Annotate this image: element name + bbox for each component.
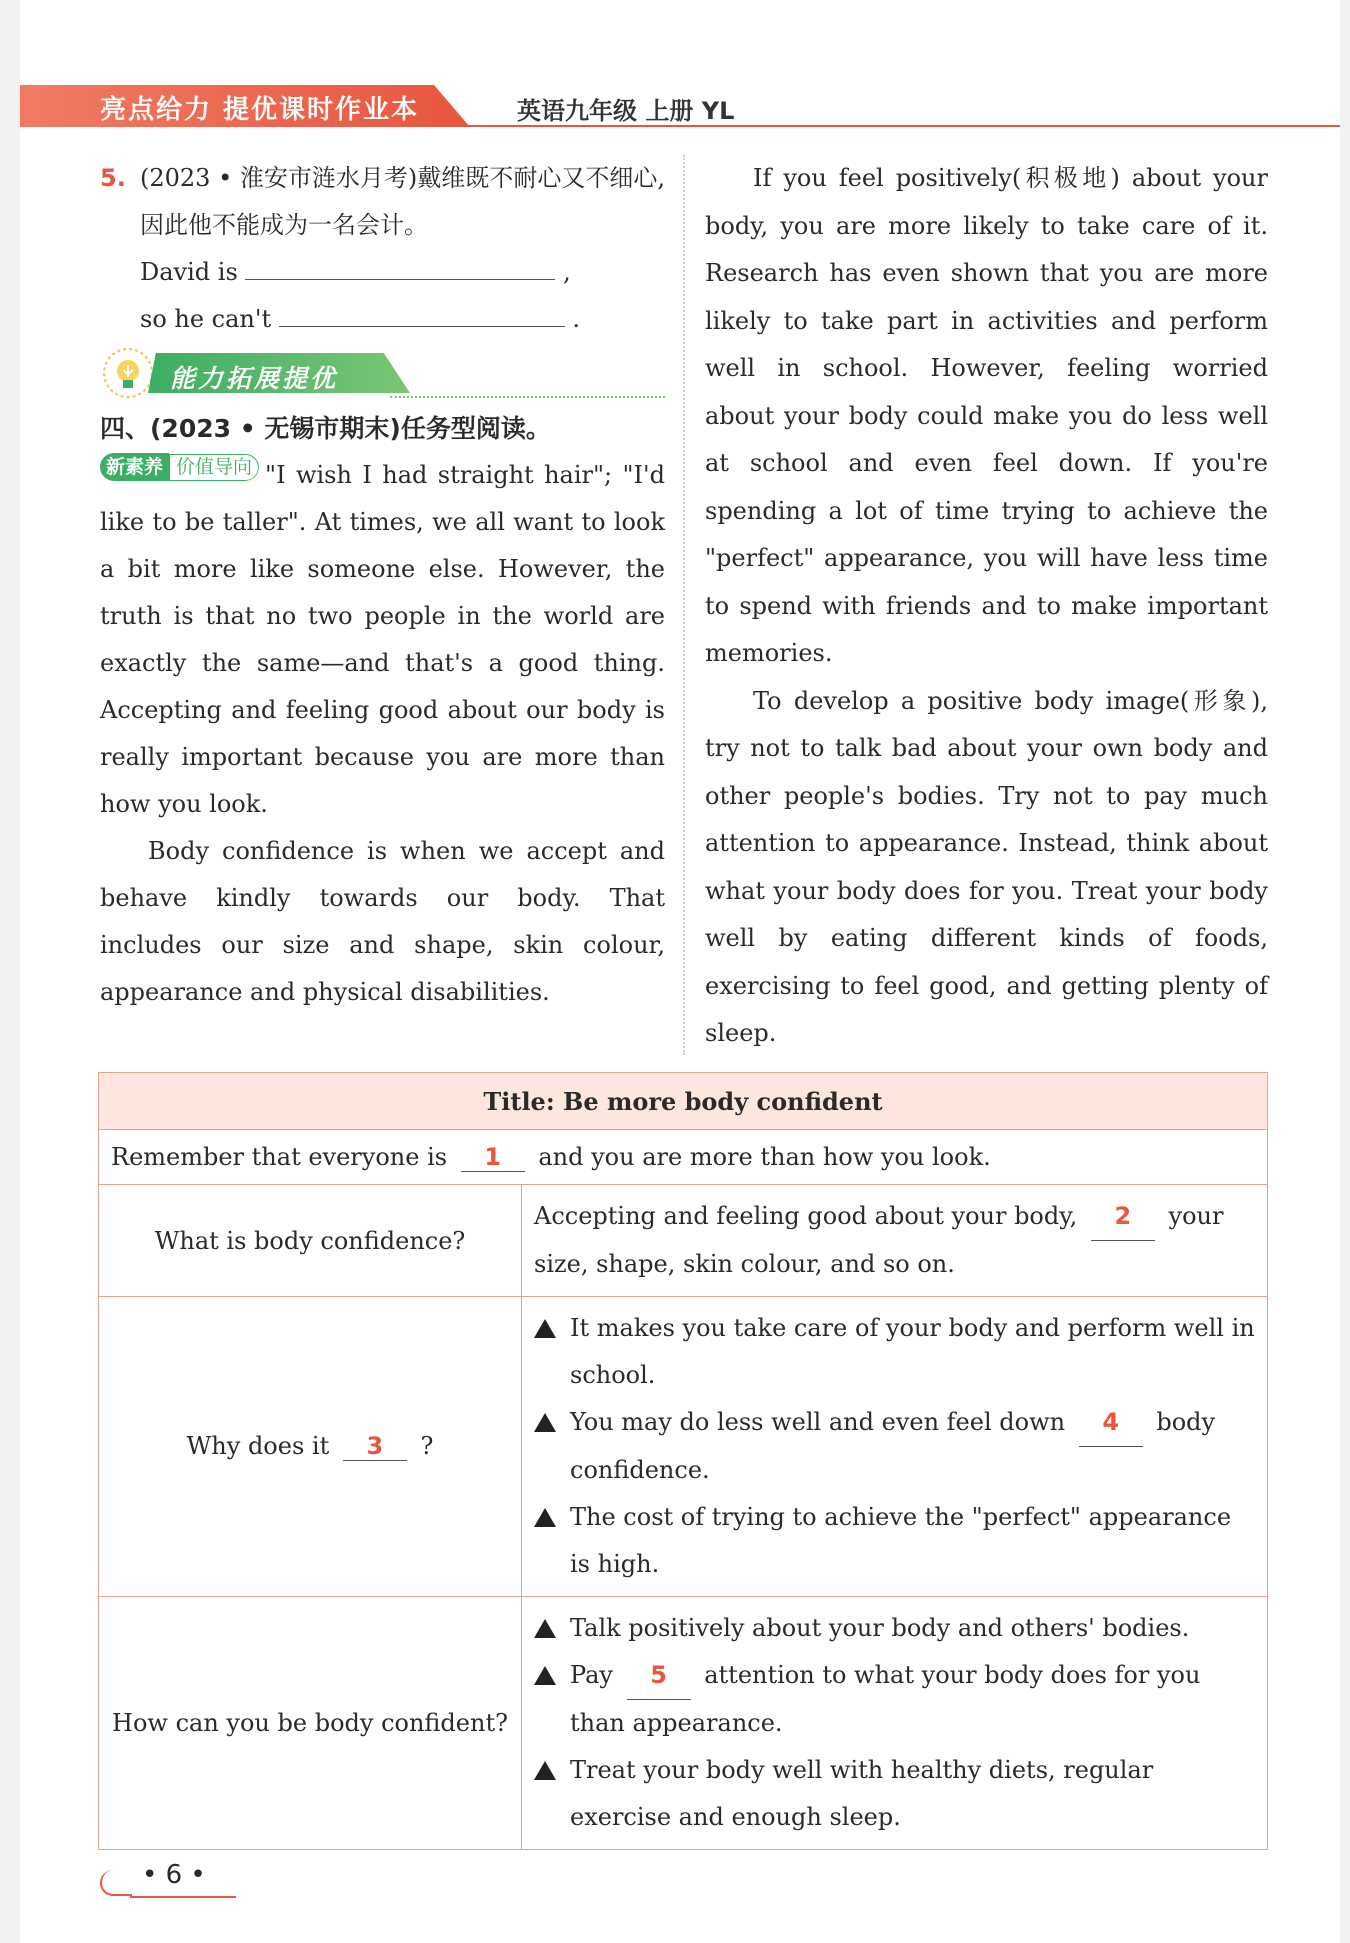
page-footer (100, 1860, 240, 1900)
passage-paragraph-4: To develop a positive body image(形象), try not to talk bad about your own body and other people's bodies. Try not to pay much attention to appearance. Instead, think about what your body does for you. Treat your body well by eating different kinds of foods, exercising to feel good, and getting plenty of sleep. (705, 686, 1268, 1047)
triangle-bullet-icon (534, 1761, 556, 1780)
answer-line-2-end: . (572, 305, 581, 333)
answer-line-2 (140, 296, 665, 343)
lightbulb-icon (102, 347, 154, 399)
blank-1[interactable]: 1 (461, 1143, 525, 1172)
row-4-bullet-2-before: Pay (570, 1661, 613, 1689)
row-3-bullet-2-after: body confidence. (570, 1408, 1216, 1484)
row-3-bullet-3-text: The cost of trying to achieve the "perfect" appearance is high. (570, 1503, 1232, 1578)
row-1-text-after: and you are more than how you look. (538, 1142, 991, 1171)
answer-line-1 (140, 249, 665, 296)
question-prompt: (2023 • 淮安市涟水月考)戴维既不耐心又不细心,因此他不能成为一名会计。 (140, 164, 665, 239)
row-1-text-before: Remember that everyone is (111, 1142, 448, 1171)
question-number: 5. (100, 164, 126, 192)
answer-blank-2[interactable] (279, 296, 565, 327)
answer-line-1-start: David is (140, 258, 238, 286)
blank-4[interactable]: 4 (1079, 1399, 1143, 1447)
page-header (20, 85, 1340, 127)
table-title: Title: Be more body confident (99, 1073, 1268, 1130)
row-3-bullet-2 (534, 1399, 1255, 1494)
column-divider (683, 155, 685, 1055)
section-banner-rule (390, 396, 665, 398)
triangle-bullet-icon (534, 1319, 556, 1338)
page-number: • 6 • (142, 1860, 206, 1890)
row-3-bullet-1-text: It makes you take care of your body and perform well in school. (570, 1314, 1255, 1389)
blank-3[interactable]: 3 (343, 1432, 407, 1461)
row-2-question: What is body confidence? (99, 1185, 522, 1297)
blank-5[interactable]: 5 (627, 1652, 691, 1700)
row-4-bullet-2-after: attention to what your body does for you than appearance. (570, 1661, 1201, 1737)
row-3-bullet-2-before: You may do less well and even feel down (570, 1408, 1066, 1436)
task-table (98, 1072, 1268, 1850)
section-banner (100, 347, 665, 405)
section-banner-text: 能力拓展提优 (170, 364, 339, 393)
triangle-bullet-icon (534, 1508, 556, 1527)
answer-line-1-end: , (563, 258, 571, 286)
footer-curve-decoration (100, 1870, 132, 1896)
paragraph-1-text: "I wish I had straight hair"; "I'd like to be taller". At times, we all want to look a bit more like someone else. However, the truth is that no two people in the world are exactly the same—and that's a good thing. Accepting and feeling good about our body is really important because you are more than how you look. (100, 461, 665, 818)
triangle-bullet-icon (534, 1666, 556, 1685)
row-2-answer-before: Accepting and feeling good about your body, (534, 1202, 1078, 1230)
row-2-answer (522, 1185, 1268, 1297)
question-5 (100, 155, 665, 343)
footer-rule (130, 1896, 236, 1898)
row-3-bullet-3 (534, 1494, 1255, 1588)
passage-paragraph-1 (100, 452, 665, 828)
passage-paragraph-2: Body confidence is when we accept and behave kindly towards our body. That includes our size and shape, skin colour, appearance and physical disabilities. (100, 837, 665, 1006)
header-series-title: 亮点给力 提优课时作业本 (100, 95, 420, 125)
answer-line-2-start: so he can't (140, 305, 272, 333)
triangle-bullet-icon (534, 1619, 556, 1638)
row-3-question-before: Why does it (186, 1432, 330, 1460)
row-3-question-after: ? (420, 1432, 434, 1460)
row-4-bullet-3-text: Treat your body well with healthy diets, regular exercise and enough sleep. (570, 1756, 1154, 1831)
row-3-answer (522, 1297, 1268, 1597)
row-4-bullet-1-text: Talk positively about your body and others' bodies. (570, 1614, 1190, 1642)
row-2-answer-after: your size, shape, skin colour, and so on. (534, 1202, 1224, 1278)
row-4-bullet-2 (534, 1652, 1255, 1747)
triangle-bullet-icon (534, 1413, 556, 1432)
table-row-1 (99, 1130, 1268, 1185)
literacy-tag (100, 453, 259, 481)
row-4-answer (522, 1597, 1268, 1850)
tag-new-literacy: 新素养 (100, 453, 169, 481)
row-3-question (99, 1297, 522, 1597)
row-4-question: How can you be body confident? (99, 1597, 522, 1850)
blank-2[interactable]: 2 (1091, 1193, 1155, 1241)
right-column (705, 155, 1268, 1058)
row-3-bullet-1 (534, 1305, 1255, 1399)
left-column (100, 155, 665, 1016)
row-4-bullet-3 (534, 1747, 1255, 1841)
answer-blank-1[interactable] (245, 249, 555, 280)
header-subject: 英语九年级 上册 YL (517, 97, 735, 125)
row-4-bullet-1 (534, 1605, 1255, 1652)
tag-value-orientation: 价值导向 (169, 454, 259, 481)
passage-paragraph-3: If you feel positively(积极地) about your body, you are more likely to take care of it. Research has even shown that you are more likely to take part in activities and perform well in school. However, feeling worried about your body could make you do less well at school and even feel down. If you're spending a lot of time trying to achieve the "perfect" appearance, you will have less time to spend with friends and to make important memories. (705, 164, 1268, 667)
task-heading: 四、(2023 • 无锡市期末)任务型阅读。 (100, 414, 551, 443)
